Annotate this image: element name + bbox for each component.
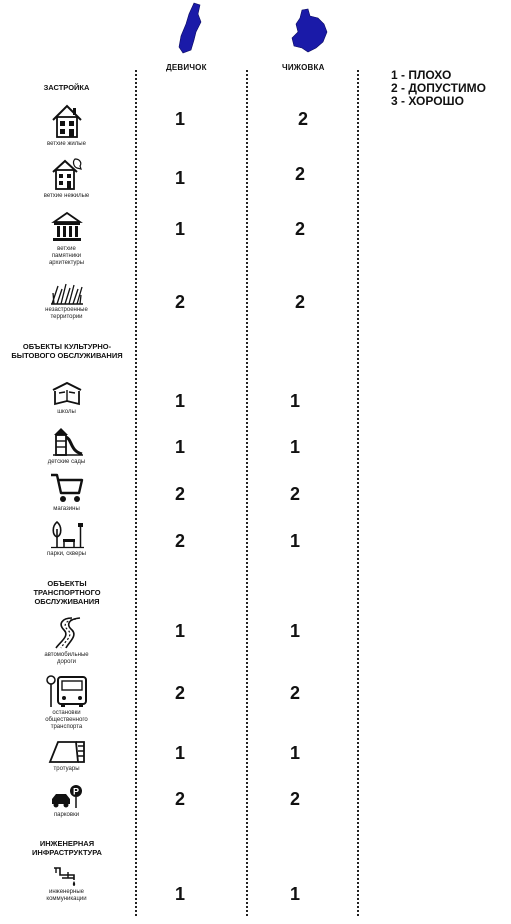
row-label: ветхие жилые [47, 141, 86, 147]
playground-icon [50, 425, 84, 457]
row-label: незастроенные территории [45, 307, 88, 320]
score-chizhovka: 1 [289, 743, 300, 763]
row-item [0, 519, 133, 558]
score-chizhovka: 1 [289, 621, 300, 641]
column-divider [246, 70, 248, 916]
score-chizhovka: 2 [297, 109, 308, 129]
row-item [0, 472, 133, 513]
score-chizhovka: 1 [289, 531, 300, 551]
pipe-faucet-icon [52, 865, 82, 887]
score-chizhovka: 2 [289, 484, 300, 504]
row-item [0, 103, 133, 148]
old-building-icon [50, 157, 84, 191]
row-label: остановки общественного транспорта [45, 710, 88, 730]
section-title: ИНЖЕНЕРНАЯ ИНФРАСТРУКТУРА [32, 839, 102, 857]
score-devichok: 2 [174, 484, 185, 504]
score-devichok: 1 [174, 219, 185, 239]
row-item [0, 157, 133, 200]
monument-icon [50, 210, 84, 244]
score-chizhovka: 2 [294, 164, 305, 184]
row-item [0, 865, 133, 903]
chizhovka-map-icon [290, 8, 330, 54]
section-title: ОБЪЕКТЫ ТРАНСПОРТНОГО ОБСЛУЖИВАНИЯ [33, 579, 101, 606]
score-chizhovka: 2 [289, 789, 300, 809]
park-icon [49, 519, 85, 549]
row-item [0, 674, 133, 731]
bus-stop-icon [45, 674, 89, 708]
score-devichok: 1 [174, 437, 185, 457]
score-devichok: 1 [174, 884, 185, 904]
legend [391, 69, 486, 108]
grass-icon [50, 283, 84, 305]
column-divider [357, 70, 359, 916]
devichok-map-icon [172, 2, 204, 54]
score-devichok: 2 [174, 789, 185, 809]
score-devichok: 2 [174, 683, 185, 703]
score-devichok: 2 [174, 531, 185, 551]
column-divider [135, 70, 137, 916]
school-book-icon [51, 381, 83, 407]
score-devichok: 2 [174, 292, 185, 312]
row-item [0, 283, 133, 321]
row-item [0, 210, 133, 267]
legend-item: 2 - ДОПУСТИМО [391, 81, 486, 95]
score-chizhovka: 1 [289, 437, 300, 457]
road-icon [52, 616, 82, 650]
sidewalk-icon [48, 740, 86, 764]
parking-icon [49, 784, 85, 810]
row-label: ветхие нежилые [43, 193, 90, 199]
score-chizhovka: 1 [289, 391, 300, 411]
row-label: автомобильные дороги [44, 652, 89, 665]
legend-item: 1 - ПЛОХО [391, 68, 452, 82]
shopping-cart-icon [49, 472, 85, 504]
row-label: инженерные коммуникации [46, 889, 87, 902]
row-label: ветхие памятники архитектуры [48, 246, 85, 266]
column-header-devichok: ДЕВИЧОК [166, 63, 207, 72]
row-label: школы [57, 409, 76, 415]
score-chizhovka: 2 [294, 219, 305, 239]
legend-item: 3 - ХОРОШО [391, 94, 464, 108]
score-devichok: 1 [174, 743, 185, 763]
score-chizhovka: 2 [289, 683, 300, 703]
score-devichok: 1 [174, 168, 185, 188]
score-chizhovka: 1 [289, 884, 300, 904]
score-devichok: 1 [174, 621, 185, 641]
row-label: магазины [53, 506, 80, 512]
row-label: детские сады [47, 459, 86, 465]
row-item [0, 381, 133, 416]
row-item [0, 616, 133, 666]
row-label: парки, скверы [47, 551, 86, 557]
section-title: ЗАСТРОЙКА [43, 83, 90, 92]
old-house-icon [50, 103, 84, 139]
row-item [0, 740, 133, 773]
row-item [0, 784, 133, 819]
score-devichok: 1 [174, 109, 185, 129]
svg-text:P: P [72, 786, 79, 797]
score-devichok: 1 [174, 391, 185, 411]
row-item [0, 425, 133, 466]
row-label: тротуары [53, 766, 80, 772]
column-header-chizhovka: ЧИЖОВКА [282, 63, 325, 72]
section-title: ОБЪЕКТЫ КУЛЬТУРНО-БЫТОВОГО ОБСЛУЖИВАНИЯ [11, 342, 123, 360]
score-chizhovka: 2 [294, 292, 305, 312]
row-label: парковки [53, 812, 80, 818]
